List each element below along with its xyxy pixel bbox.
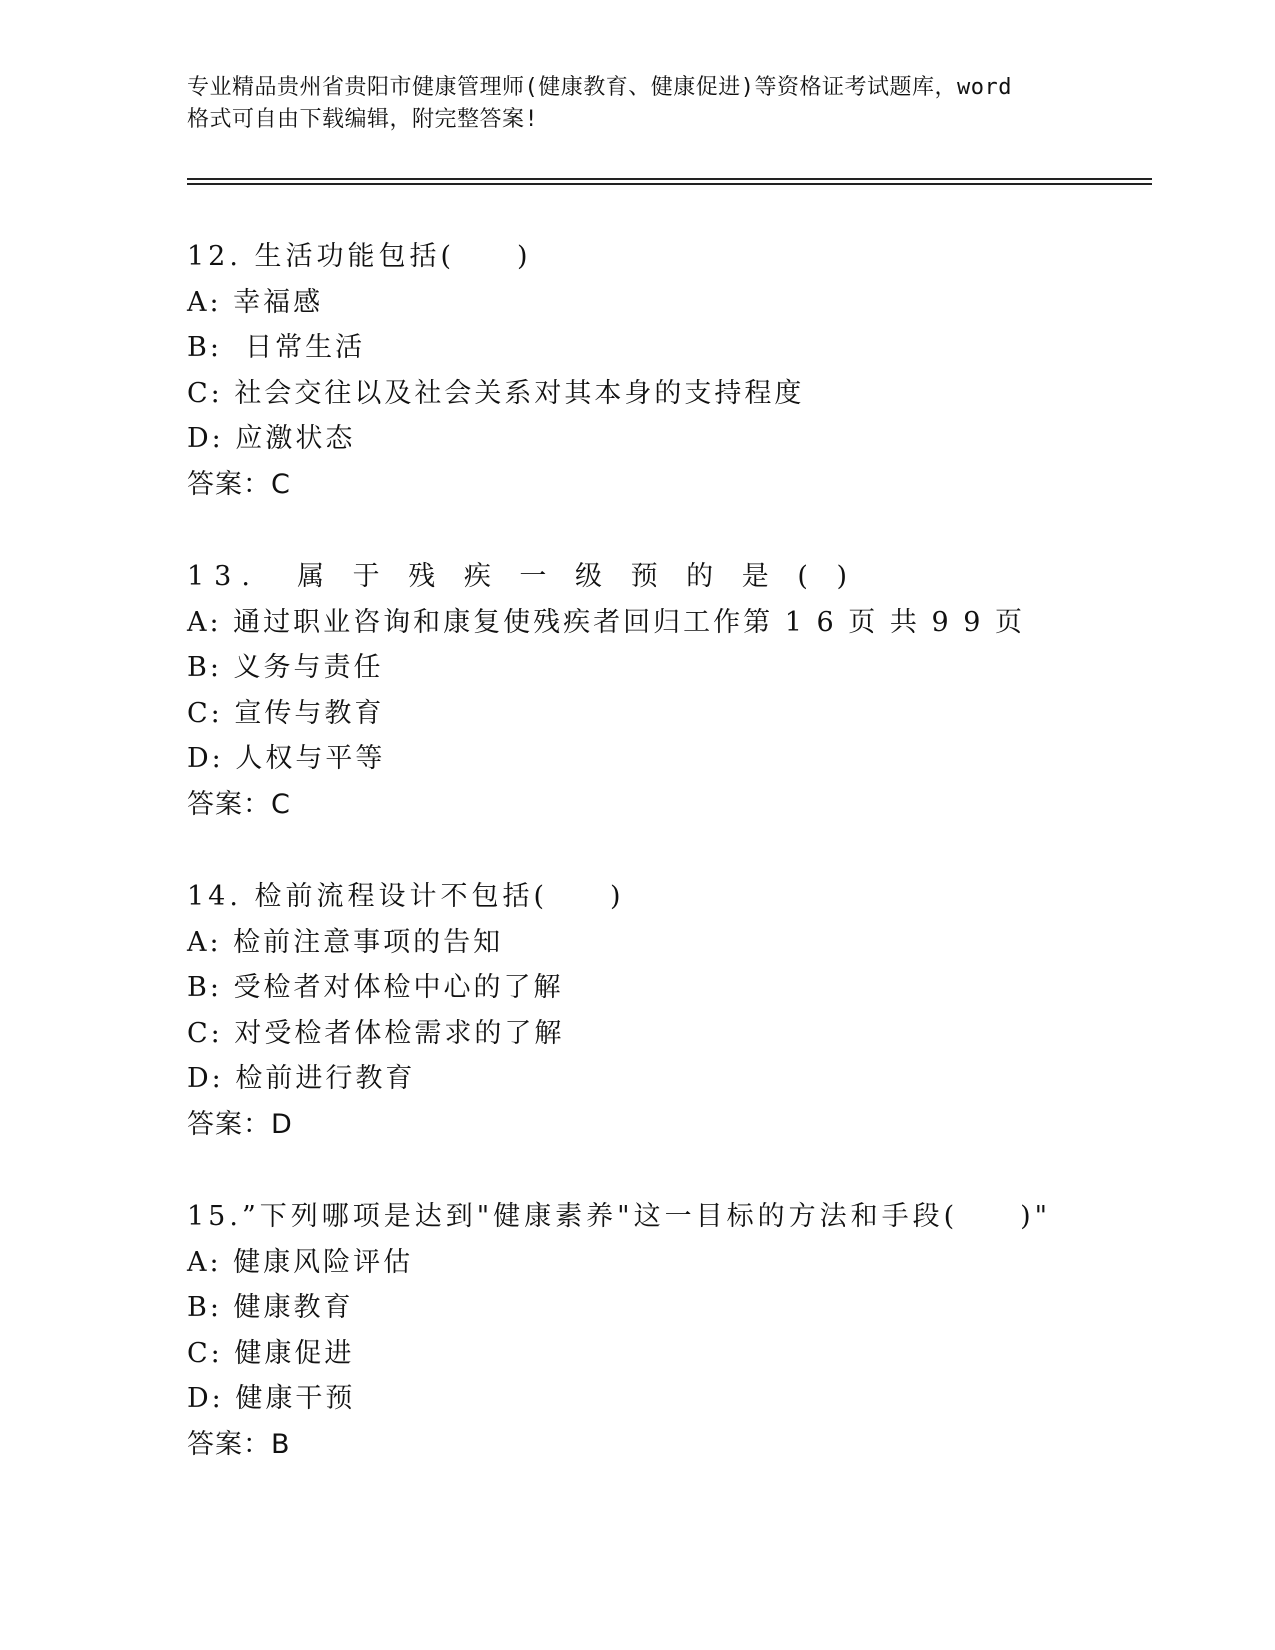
option-c: C: 宣传与教育: [187, 697, 385, 729]
option-a: A: 幸福感: [187, 286, 324, 318]
option-c: C: 社会交往以及社会关系对其本身的支持程度: [187, 377, 805, 409]
document-header: [187, 72, 1107, 136]
option-c: C: 对受检者体检需求的了解: [187, 1017, 565, 1049]
option-b: B: 健康教育: [187, 1292, 354, 1323]
answer-label: 答案：B: [187, 1428, 291, 1460]
option-a: A: 通过职业咨询和康复使残疾者回归工作第 1 6 页 共 9 9 页: [187, 606, 1025, 638]
option-d: D: 检前进行教育: [187, 1063, 416, 1094]
question-12: [187, 234, 1187, 554]
option-a: A: 检前注意事项的告知: [187, 926, 504, 958]
answer-label: 答案：C: [187, 468, 291, 500]
header-divider-bottom: [187, 183, 1152, 185]
header-line-2: 格式可自由下载编辑，附完整答案!: [187, 107, 539, 132]
option-a: A: 健康风险评估: [187, 1246, 414, 1278]
answer-label: 答案：D: [187, 1108, 293, 1140]
option-d: D: 健康干预: [187, 1383, 356, 1414]
question-stem: 14. 检前流程设计不包括( ): [187, 881, 625, 912]
question-stem: 15.”下列哪项是达到"健康素养"这一目标的方法和手段( )": [187, 1201, 1052, 1232]
question-14: [187, 874, 1187, 1194]
option-c: C: 健康促进: [187, 1337, 355, 1369]
option-b: B: 义务与责任: [187, 652, 384, 683]
question-13: [187, 554, 1187, 874]
question-list: [187, 234, 1187, 1514]
header-divider-top: [187, 178, 1152, 180]
answer-label: 答案：C: [187, 788, 291, 820]
option-d: D: 人权与平等: [187, 743, 386, 774]
header-line-1: 专业精品贵州省贵阳市健康管理师(健康教育、健康促进)等资格证考试题库，word: [187, 75, 1012, 100]
question-15: [187, 1194, 1187, 1514]
question-stem: 13. 属 于 残 疾 一 级 预 的 是 ( ): [187, 561, 857, 592]
option-b: B: 受检者对体检中心的了解: [187, 972, 564, 1003]
option-b: B: 日常生活: [187, 332, 366, 363]
question-stem: 12. 生活功能包括( ): [187, 241, 532, 272]
option-d: D: 应激状态: [187, 423, 356, 454]
